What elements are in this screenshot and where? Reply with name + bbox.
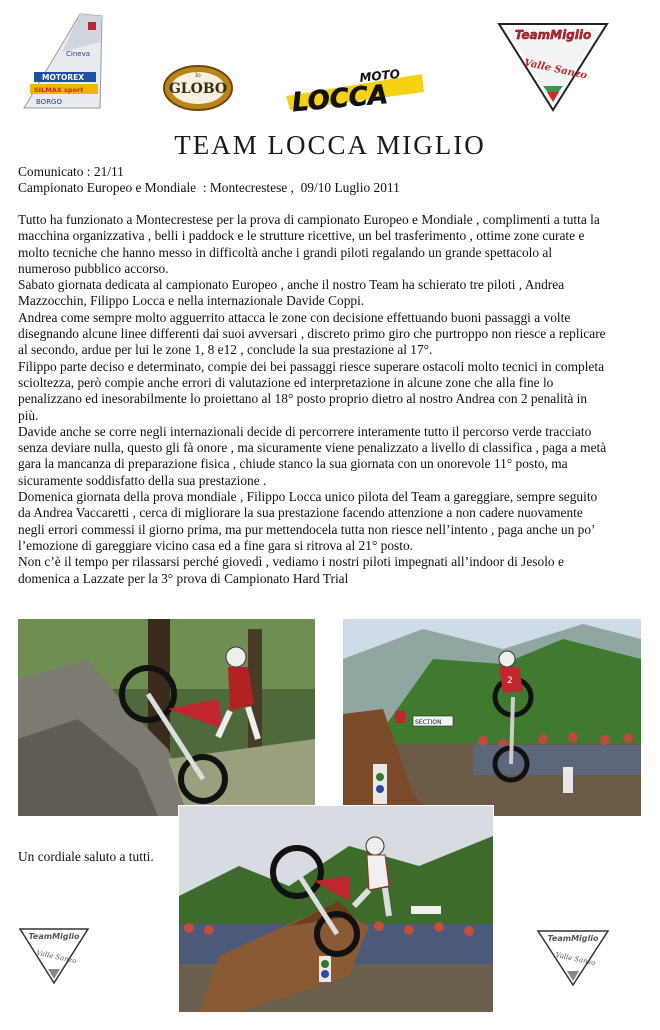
body-line: Davide anche se corre negli internazionali decide di percorrere interamente tutto il percorso verde tracciato [18,423,592,439]
closing-greeting: Un cordiale saluto a tutti. [18,849,154,864]
body-line: l’emozione di gareggiare vicino casa ed a fine gara si ritrova al 21° posto. [18,537,414,553]
body-line: penalizzano ed inesorabilmente lo proiettano al 18° posto proprio dietro al nostro Andrea con 2 penalità in [18,391,588,407]
body-line: sicuramente soddisfatto della sua prestazione . [18,472,267,488]
body-line: Mazzocchin, Filippo Locca e nella internazionale Davide Coppi. [18,293,365,309]
sponsor-logo-left [22,12,104,110]
body-line: Sabato giornata dedicata al campionato Europeo , anche il nostro Team ha schierato tre piloti , Andrea [18,277,565,293]
team-logo-text-bl: TeamMiglio [28,932,80,941]
body-line: domenica a Lazzate per la 3° prova di Campionato Hard Trial [18,570,349,586]
photo-rider-wheelie [178,805,494,1013]
locca-logo-top: MOTO [358,66,401,85]
body-line: da Andrea Vaccaretti , cerca di migliorare la sua prestazione facendo attenzione a non cadere nuovamente [18,505,583,521]
body-line: macchina organizzativa , belli i paddock e le strutture ricettive, un bel trasferimento , ottime zone curate e [18,228,585,244]
moto-locca-logo [282,66,428,112]
body-line: Filippo parte deciso e determinato, compie dei bei passaggi riesce superare ostacoli molto tecnici in completa [18,358,605,374]
photo-rider-log [343,619,641,816]
section-sign-text: SECTION [415,719,442,726]
team-logo-sub: Valle Sanzo [523,57,589,82]
sponsor-text-4: BORGO [36,98,62,106]
campionato-line: Campionato Europeo e Mondiale : Montecrestese , 09/10 Luglio 2011 [18,180,400,195]
team-logo-text-br: TeamMiglio [547,934,599,943]
globo-logo [162,64,234,112]
body-line: scioltezza, però compie anche errori di valutazione ed interpretazione in alcune zone che alla fine lo [18,374,554,390]
document-meta [18,164,400,196]
body-line: disegnando alcune linee differenti dai suoi avversari , discreto primo giro che purtroppo non riesce a replicare [18,326,606,342]
page-title: TEAM LOCCA MIGLIO [174,130,486,160]
locca-logo-main: LOCCA [290,79,390,112]
body-line: più. [18,407,39,423]
photo-rider-rocks [18,619,315,816]
body-line: molto tecniche che hanno messo in difficoltà anche i grandi piloti regalando un grande spettacolo al [18,244,553,260]
body-line: Domenica giornata della prova mondiale , Filippo Locca unico pilota del Team a gareggiare, sempre seguito [18,489,598,505]
sponsor-text-2: MOTOREX [42,73,85,82]
sponsor-text-3: SILMAX sport [34,86,84,94]
comunicato-line: Comunicato : 21/11 [18,164,124,179]
body-line: Tutto ha funzionato a Montecrestese per la prova di campionato Europeo e Mondiale , complimenti a tutta la [18,212,600,227]
body-line: Andrea come sempre molto agguerrito attacca le zone con decisione effettuando buoni passaggi a volte [18,309,571,325]
team-logo-text: TeamMiglio [514,28,592,42]
team-logo-sub-bl: Valle Sanzo [35,948,78,966]
body-line: negli errori commessi il giorno prima, ma pur mettendocela tutta non riesce nell’intento , paga anche un po’ [18,521,596,537]
globo-logo-small: lo [195,72,201,79]
body-line: al secondo, ardue per lui le zone 1, 8 e12 , conclude la sua prestazione al 17°. [18,342,433,358]
article-body [18,212,660,587]
sponsor-text-1: Cineva [66,50,91,58]
rider-number: 2 [507,676,513,686]
body-line: numeroso pubblico accorso. [18,260,169,276]
team-miglio-logo-bottom-left [18,925,90,985]
team-miglio-logo-bottom-right [536,927,610,987]
body-line: Non c’è il tempo per rilassarsi perché giovedì , vediamo i nostri piloti impegnati all’indoor di Jesolo e [18,554,564,570]
body-line: gara la mancanza di preparazione fisica , chiude stanco la sua giornata con un onorevole 11° posto, ma [18,456,568,472]
globo-logo-text: GLOBO [168,81,228,97]
team-logo-sub-br: Valle Sanzo [554,950,597,968]
team-miglio-logo [497,20,609,112]
body-line: senza deviare nulla, questo gli fà onore , ma sicuramente viene penalizzato a livello di classifica , paga a metà [18,440,607,456]
